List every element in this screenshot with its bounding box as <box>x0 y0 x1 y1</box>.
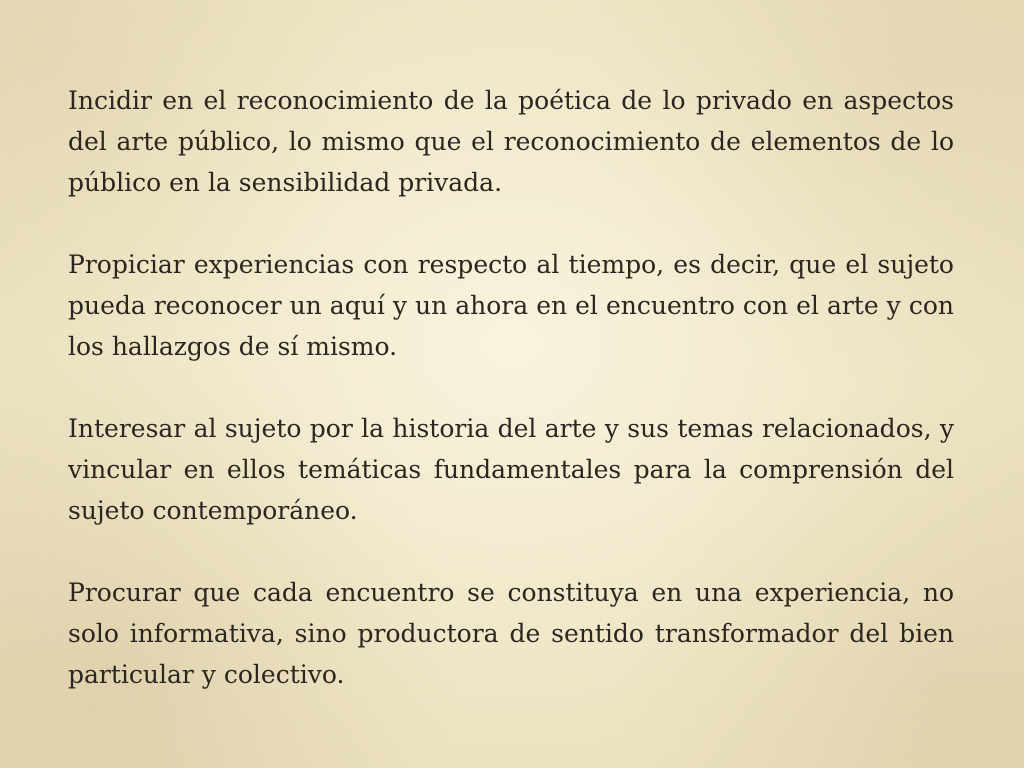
paragraph-3: Interesar al sujeto por la historia del arte y sus temas relacionados, y vincular en ellos temáticas fundamentales para la comprensión del sujeto contemporáneo. <box>68 414 954 525</box>
paragraph-1: Incidir en el reconocimiento de la poética de lo privado en aspectos del arte público, lo mismo que el reconocimiento de elementos de lo público en la sensibilidad privada. <box>68 86 954 197</box>
slide-body-text <box>68 80 954 736</box>
paragraph-2: Propiciar experiencias con respecto al tiempo, es decir, que el sujeto pueda reconocer un aquí y un ahora en el encuentro con el arte y con los hallazgos de sí mismo. <box>68 250 954 361</box>
paragraph-4: Procurar que cada encuentro se constituya en una experiencia, no solo informativa, sino productora de sentido transformador del bien particular y colectivo. <box>68 578 954 689</box>
